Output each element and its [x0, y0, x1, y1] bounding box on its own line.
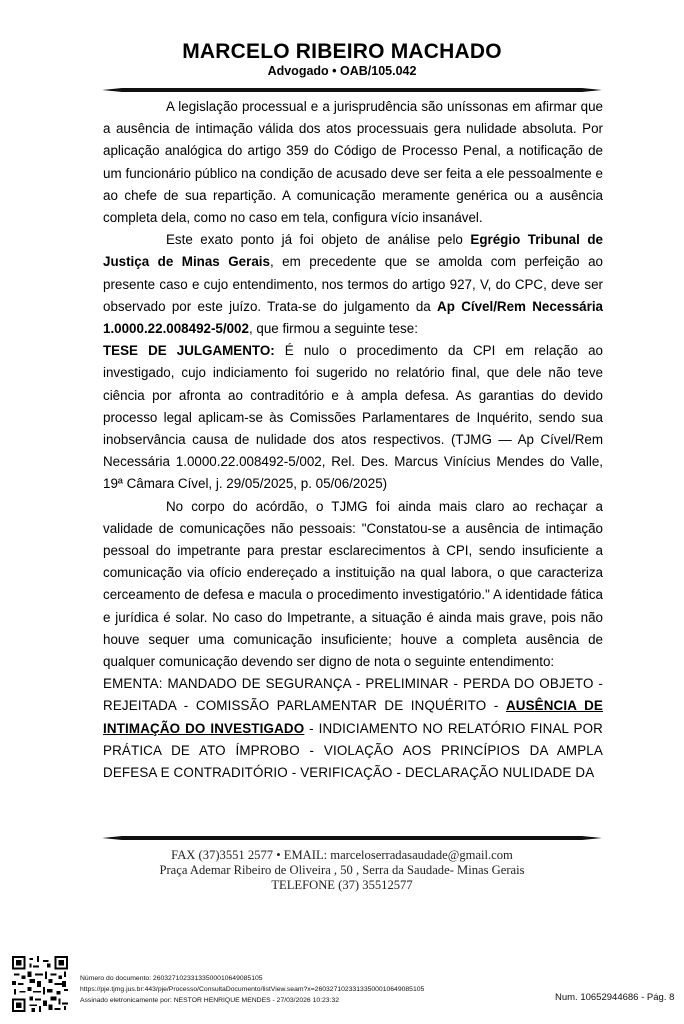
lawyer-subtitle: Advogado • OAB/105.042 — [267, 64, 417, 78]
letterhead-footer — [0, 848, 684, 893]
document-url: https://pje.tjmg.jus.br:443/pje/Processo/ConsultaDocumento/listView.seam?x=26032710233133500010649085105 — [80, 986, 425, 993]
tese-label: TESE DE JULGAMENTO: — [103, 343, 275, 359]
document-number: Número do documento: 26032710233133500010649085105 — [80, 975, 263, 982]
text-run: , em precedente que se amolda com perfeição ao presente caso e cujo entendimento, nos termos do artigo 927, V, do CPC, deve ser observado por este juízo. Trata-se do julgamento da — [103, 254, 603, 314]
text-run: Este exato ponto já foi objeto de análise pelo — [166, 232, 471, 248]
footer-divider — [102, 836, 602, 840]
paragraph-intimacao: A legislação processual e a jurisprudência são uníssonas em afirmar que a ausência de intimação válida dos atos processuais gera nulidade absoluta. Por aplicação analógica do artigo 359 do Código de Processo Penal, a notificação de um funcionário público na condição de acusado deve ser feita a ele pessoalmente e ao chefe de sua repartição. A comunicação meramente genérica ou a ausência completa dela, como no caso em tela, configura vício insanável. — [103, 99, 603, 226]
text-run: , que firmou a seguinte tese: — [248, 321, 418, 337]
qr-code-icon — [12, 956, 68, 1012]
paragraph-tese — [103, 340, 603, 495]
paragraph-acordao: No corpo do acórdão, o TJMG foi ainda mais claro ao rechaçar a validade de comunicações não pessoais: "Constatou-se a ausência de intimação pessoal do impetrante para prestar esclarecimentos à CPI, sendo insuficiente a comunicação via ofício endereçado a instituição na qual labora, o que caracteriza cerceamento de defesa e macula o procedimento investigatório." A identidade fática e jurídica é solar. No caso do Impetrante, a situação é ainda mais grave, pois não houve sequer uma comunicação insuficiente; houve a completa ausência de qualquer comunicação devendo ser digno de nota o seguinte entendimento: — [103, 498, 603, 670]
page-number: Num. 10652944686 - Pág. 8 — [555, 992, 675, 1003]
footer-address: Praça Ademar Ribeiro de Oliveira , 50 , Serra da Saudade- Minas Gerais — [159, 863, 525, 877]
paragraph-precedente — [103, 229, 603, 340]
ementa-text: EMENTA: MANDADO DE SEGURANÇA - PRELIMINAR - PERDA DO OBJETO - REJEITADA - COMISSÃO PARLAMENTAR DE INQUÉRITO - — [103, 676, 603, 714]
document-body — [103, 96, 603, 784]
signature-line: Assinado eletronicamente por: NESTOR HENRIQUE MENDES - 27/03/2026 10:23:32 — [80, 997, 340, 1004]
footer-phone: TELEFONE (37) 35512577 — [271, 878, 413, 892]
header-divider — [102, 88, 602, 92]
bold-case-number: Ap Cível/Rem Necessária 1.0000.22.008492-5/002 — [103, 298, 603, 337]
lawyer-name: MARCELO RIBEIRO MACHADO — [182, 40, 502, 63]
electronic-signature-info — [80, 973, 424, 1006]
footer-contact: FAX (37)3551 2577 • EMAIL: marceloserradasaudade@gmail.com — [171, 848, 513, 862]
letterhead — [0, 40, 684, 79]
paragraph-ementa — [103, 673, 603, 784]
bold-tribunal: Egrégio Tribunal de Justiça de Minas Gerais — [103, 232, 603, 270]
ementa-text: - INDICIAMENTO NO RELATÓRIO FINAL POR PRÁTICA DE ATO ÍMPROBO - VIOLAÇÃO AOS PRINCÍPIOS DA AMPLA DEFESA E CONTRADITÓRIO - VERIFICAÇÃO - DECLARAÇÃO NULIDADE DA — [103, 720, 603, 781]
tese-text: É nulo o procedimento da CPI em relação ao investigado, cujo indiciamento foi sugerido no relatório final, que dele não teve ciência por afronta ao contraditório e à ampla defesa. As garantias do devido processo legal aplicam-se às Comissões Parlamentares de Inquérito, sendo sua inobservância causa de nulidade dos atos respectivos. (TJMG — Ap Cível/Rem Necessária 1.0000.22.008492-5/002, Rel. Des. Marcus Vinícius Mendes do Valle, 19ª Câmara Cível, j. 29/05/2025, p. 05/06/2025) — [103, 343, 604, 492]
ementa-underlined: AUSÊNCIA DE INTIMAÇÃO DO INVESTIGADO — [103, 698, 603, 736]
